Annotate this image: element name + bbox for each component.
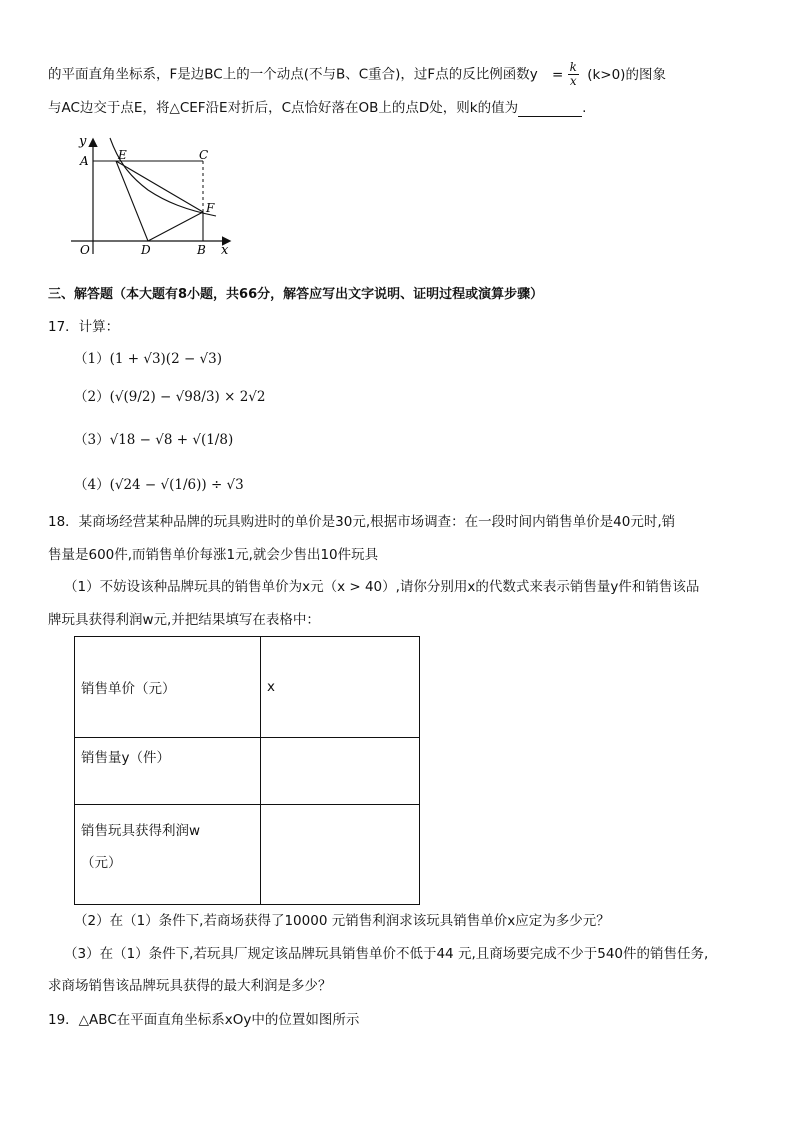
q18-part3-line1: （3）在（1）条件下,若玩具厂规定该品牌玩具销售单价不低于44 元,且商场要完成不少于540件的销售任务, xyxy=(64,946,709,962)
label-a: A xyxy=(80,154,89,168)
q17-item1-expr: (1 + √3)(2 − √3) xyxy=(109,351,223,367)
table-row xyxy=(75,637,420,738)
q17-item4-expr: (√24 − √(1/6)) ÷ √3 xyxy=(109,477,244,493)
label-x: x xyxy=(221,243,229,258)
q18-line2: 售量是600件,而销售单价每涨1元,就会少售出10件玩具 xyxy=(48,547,379,563)
answer-table xyxy=(74,636,420,905)
table-cell-label-line2: （元） xyxy=(81,855,122,871)
q18-part3-line2: 求商场销售该品牌玩具获得的最大利润是多少？ xyxy=(48,978,332,994)
problem16-text-pre: 的平面直角坐标系，F是边BC上的一个动点(不与B、C重合)，过F点的反比例函数y xyxy=(48,66,538,83)
label-o: O xyxy=(80,243,90,257)
q17-item4-label: （4） xyxy=(74,477,110,493)
geometry-figure xyxy=(66,130,238,260)
q18-line1: 18．某商场经营某种品牌的玩具购进时的单价是30元,根据市场调查：在一段时间内销售单价是40元时,销 xyxy=(48,514,676,530)
table-cell-value: x xyxy=(261,637,420,738)
label-d: D xyxy=(141,243,151,257)
segment-df xyxy=(148,212,203,241)
section3-title: 三、解答题（本大题有8小题，共66分，解答应写出文字说明、证明过程或演算步骤） xyxy=(48,287,544,302)
table-cell-label: 销售单价（元） xyxy=(75,637,261,738)
period: . xyxy=(582,100,587,116)
answer-blank[interactable] xyxy=(518,102,582,117)
table-cell-label: 销售量y（件） xyxy=(75,738,261,805)
segment-ef xyxy=(116,161,203,212)
q17-item1-label: （1） xyxy=(74,351,110,367)
q18-part1-line1: （1）不妨设该种品牌玩具的销售单价为x元（x > 40）,请你分别用x的代数式来表示销售量y件和销售该品 xyxy=(64,579,700,595)
q17-item3-label: （3） xyxy=(74,432,110,448)
table-cell-label xyxy=(75,805,261,905)
q19-title: 19．△ABC在平面直角坐标系xOy中的位置如图所示 xyxy=(48,1012,360,1028)
equals-sign: = xyxy=(552,66,564,83)
q17-item2 xyxy=(74,388,265,406)
table-cell-label-line1: 销售玩具获得利润w xyxy=(81,823,201,839)
problem16-text-line2: 与AC边交于点E，将△CEF沿E对折后，C点恰好落在OB上的点D处，则k的值为 xyxy=(48,100,519,116)
fraction-numerator: k xyxy=(569,60,577,74)
segment-ed xyxy=(116,161,148,241)
q18-part2: （2）在（1）条件下,若商场获得了10000 元销售利润求该玩具销售单价x应定为多少元？ xyxy=(74,913,610,929)
q17-item1 xyxy=(74,350,222,368)
q17-item2-expr: (√(9/2) − √98/3) × 2√2 xyxy=(109,389,266,405)
label-f: F xyxy=(206,201,215,215)
fraction-k-over-x xyxy=(568,61,579,88)
fraction-denominator: x xyxy=(569,74,577,88)
label-y: y xyxy=(79,134,87,149)
label-c: C xyxy=(199,148,209,162)
q17-item4 xyxy=(74,476,244,494)
q17-title: 17．计算： xyxy=(48,319,120,335)
q18-part1-line2: 牌玩具获得利润w元,并把结果填写在表格中： xyxy=(48,612,320,628)
problem16-line1 xyxy=(48,61,666,88)
table-cell-value[interactable] xyxy=(261,738,420,805)
q17-item3-expr: √18 − √8 + √(1/8) xyxy=(109,432,234,448)
label-b: B xyxy=(197,243,206,257)
q17-item3 xyxy=(74,431,233,449)
label-e: E xyxy=(118,148,127,162)
problem16-line2 xyxy=(48,99,586,117)
table-row xyxy=(75,738,420,805)
problem16-text-post: (k>0)的图象 xyxy=(587,66,666,83)
table-row xyxy=(75,805,420,905)
q17-item2-label: （2） xyxy=(74,389,110,405)
table-cell-value[interactable] xyxy=(261,805,420,905)
